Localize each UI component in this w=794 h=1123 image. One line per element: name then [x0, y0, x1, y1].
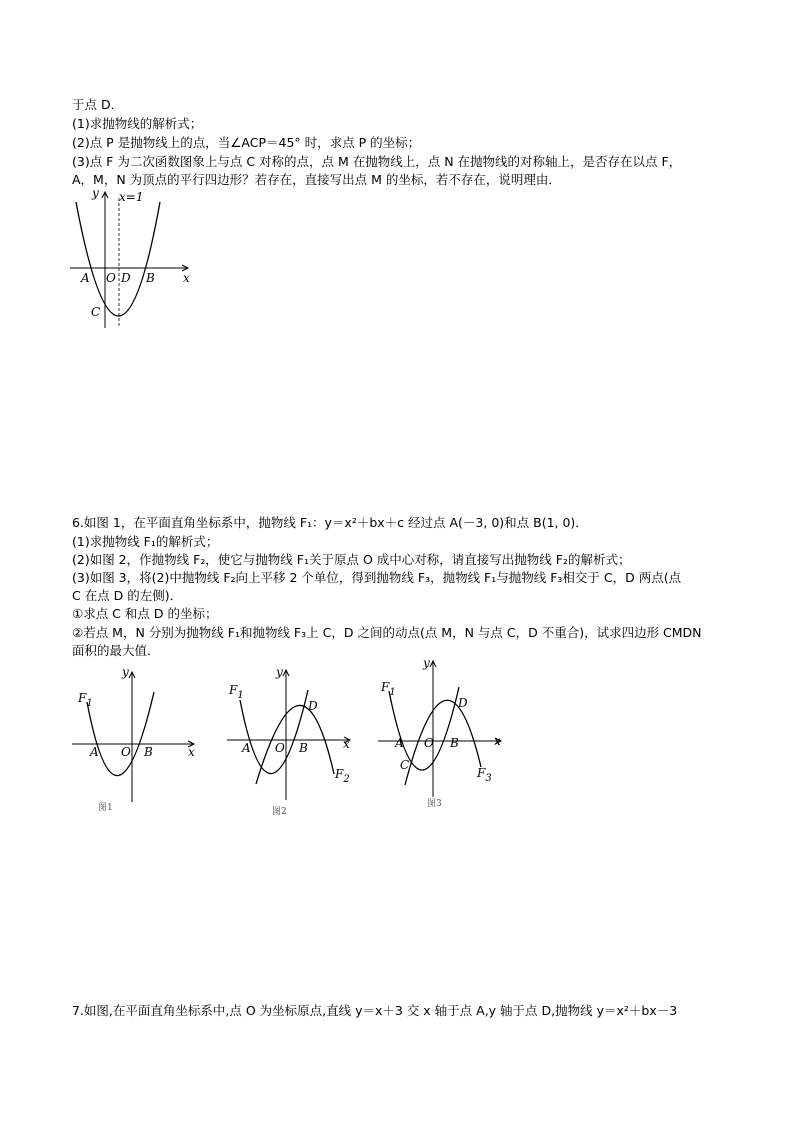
point-d-label: D	[458, 696, 468, 710]
p5-line-4: (3)点 F 为二次函数图象上与点 C 对称的点，点 M 在抛物线上，点 N 在抛物线的对称轴上，是否存在以点 F，	[72, 154, 682, 169]
x-label: x	[494, 734, 501, 748]
p7-line-1: 7.如图,在平面直角坐标系中,点 O 为坐标原点,直线 y＝x＋3 交 x 轴于点 A,y 轴于点 D,抛物线 y＝x²＋bx－3	[72, 1003, 678, 1018]
p6-line-8: 面积的最大值．	[72, 643, 160, 658]
x-label: x	[183, 271, 190, 285]
p6-line-6: ①求点 C 和点 D 的坐标；	[72, 606, 218, 621]
p6-line-1: 6.如图 1，在平面直角坐标系中，抛物线 F₁：y＝x²＋bx＋c 经过点 A(－3, 0)和点 B(1, 0)．	[72, 515, 588, 530]
y-label: y	[92, 186, 99, 200]
point-c-label: C	[400, 758, 410, 772]
parabola-f1	[87, 692, 154, 776]
point-a-label: A	[81, 271, 90, 285]
f1-label: $F_1$	[78, 691, 93, 709]
x-label: x	[343, 737, 350, 751]
caption-fig2: 图2	[272, 807, 287, 817]
point-b-label: B	[146, 271, 155, 285]
p6-figure-1	[70, 664, 205, 814]
parabola-f1	[240, 690, 308, 774]
axis-x1-label: x=1	[119, 190, 144, 204]
point-o-label: O	[275, 741, 285, 755]
point-c-label: C	[91, 305, 101, 319]
p5-line-5: A，M，N 为顶点的平行四边形？若存在，直接写出点 M 的坐标，若不存在，说明理由．	[72, 172, 561, 187]
point-b-label: B	[144, 745, 153, 759]
point-b-label: B	[450, 736, 459, 750]
y-label: y	[276, 665, 283, 679]
p6-figure-3	[373, 655, 508, 810]
x-label: x	[188, 745, 195, 759]
f1-label: $F_1$	[381, 680, 396, 698]
point-a-label: A	[395, 736, 404, 750]
p6-line-5: C 在点 D 的左侧)．	[72, 588, 183, 603]
point-a-label: A	[90, 745, 99, 759]
p6-line-7: ②若点 M，N 分别为抛物线 F₁和抛物线 F₃上 C，D 之间的动点(点 M，N 与点 C，D 不重合)，试求四边形 CMDN	[72, 625, 702, 640]
caption-fig1: 图1	[98, 803, 113, 813]
p5-line-1: 于点 D．	[72, 97, 124, 112]
parabola	[76, 202, 160, 316]
point-b-label: B	[299, 741, 308, 755]
p6-line-2: (1)求抛物线 F₁的解析式；	[72, 534, 219, 549]
p6-figure-2	[222, 662, 357, 817]
p5-line-3: (2)点 P 是抛物线上的点，当∠ACP＝45° 时，求点 P 的坐标；	[72, 135, 421, 150]
point-o-label: O	[121, 745, 131, 759]
point-d-label: D	[121, 271, 131, 285]
f3-label: $F_3$	[477, 766, 492, 784]
f1-label: $F_1$	[229, 683, 244, 701]
y-label: y	[423, 656, 430, 670]
p6-line-4: (3)如图 3，将(2)中抛物线 F₂向上平移 2 个单位，得到抛物线 F₃，抛物线 F₁与抛物线 F₃相交于 C，D 两点(点	[72, 570, 682, 585]
f2-label: $F_2$	[335, 767, 350, 785]
p6-line-3: (2)如图 2，作抛物线 F₂，使它与抛物线 F₁关于原点 O 成中心对称，请直接写出抛物线 F₂的解析式；	[72, 552, 631, 567]
p5-line-2: (1)求抛物线的解析式；	[72, 116, 203, 131]
point-o-label: O	[106, 271, 116, 285]
p5-figure	[70, 186, 200, 331]
point-a-label: A	[242, 741, 251, 755]
y-label: y	[122, 665, 129, 679]
point-o-label: O	[424, 736, 434, 750]
point-d-label: D	[308, 699, 318, 713]
caption-fig3: 图3	[427, 799, 442, 809]
